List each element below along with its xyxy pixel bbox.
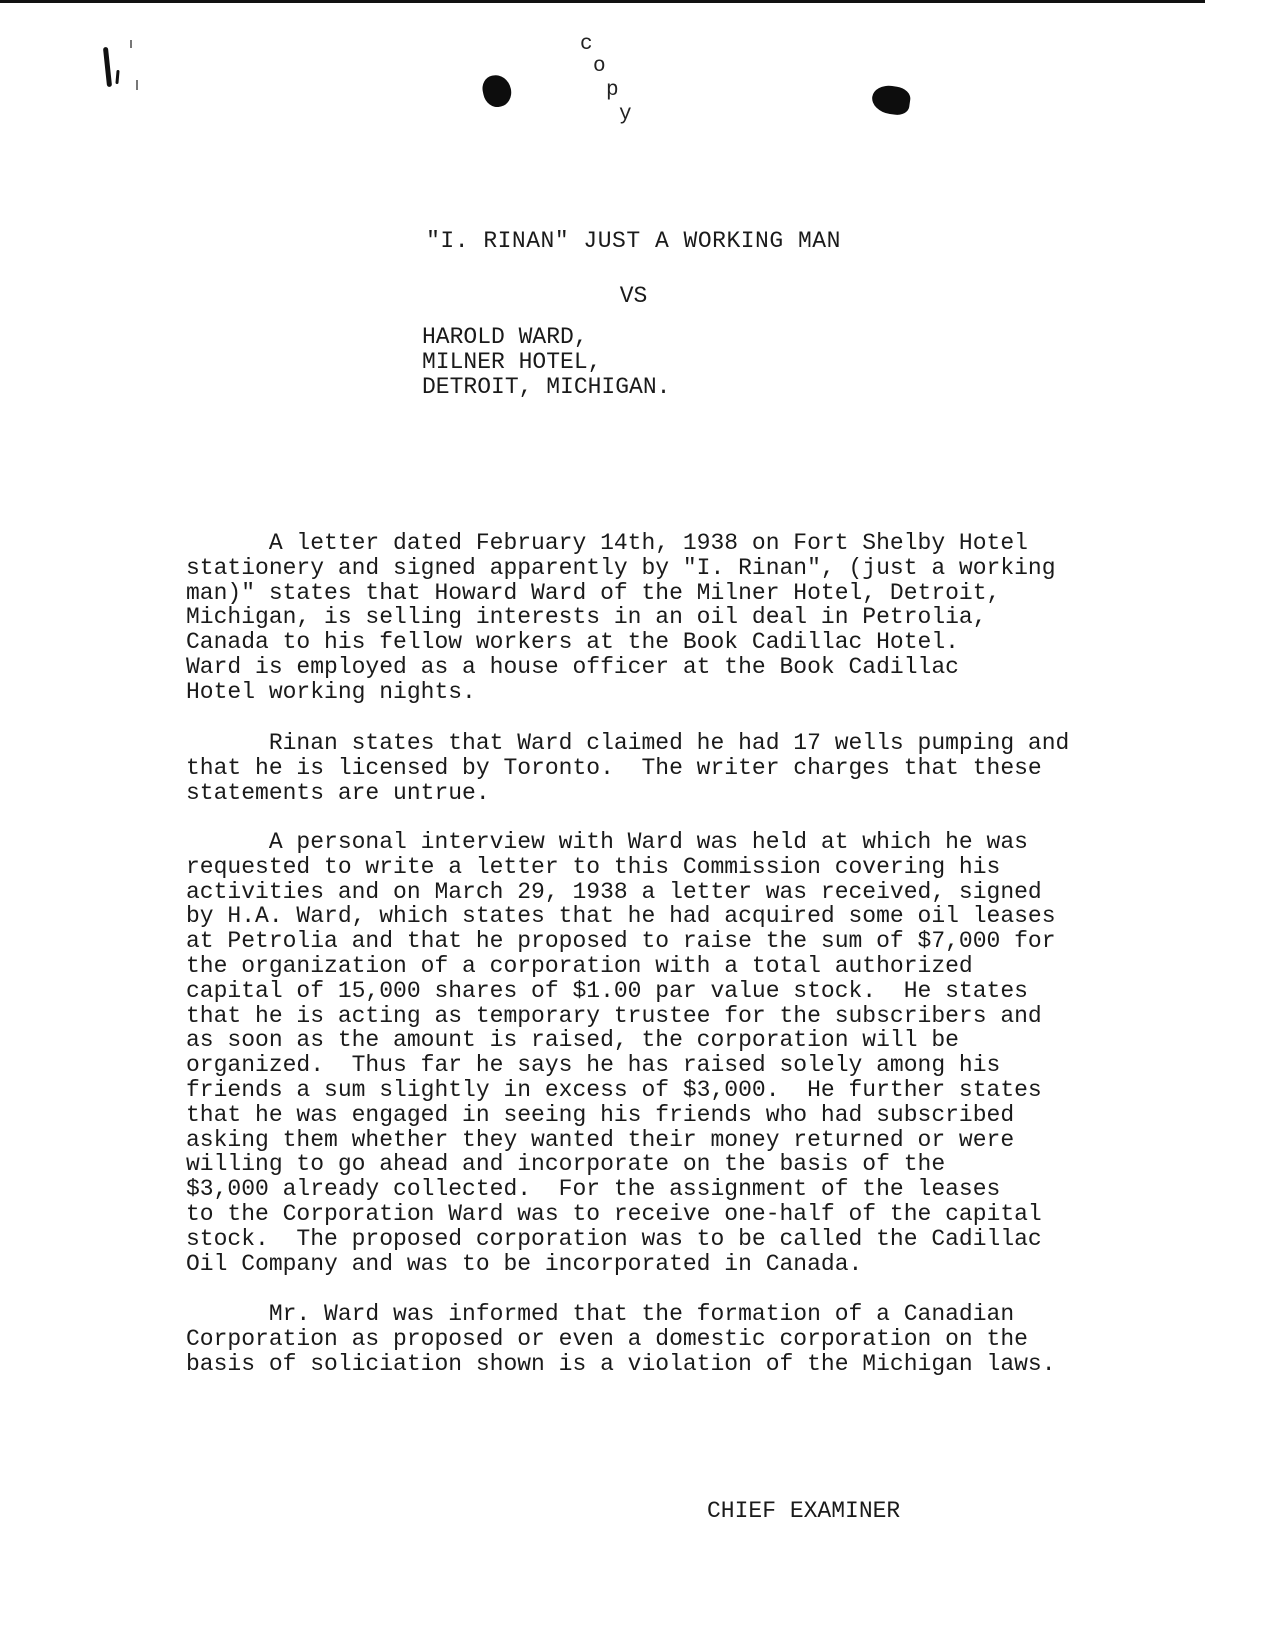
margin-pen-mark [136,80,138,90]
body-paragraph: Mr. Ward was informed that the formation of a Canadian Corporation as proposed or even a domestic corporation on the basis of soliciation shown is a violation of the Michigan laws. [186,1301,1056,1377]
versus-label: VS [619,283,648,309]
address-line: MILNER HOTEL, [422,349,602,375]
margin-pen-mark [115,70,119,84]
body-paragraph: A letter dated February 14th, 1938 on Fort Shelby Hotel stationery and signed apparently by "I. Rinan", (just a working man)" states that Howard Ward of the Milner Hotel, Detroit, Michigan, is selling interests in an oil deal in Petrolia, Canada to his fellow workers at the Book Cadillac Hotel. Ward is employed as a house officer at the Book Cadillac Hotel working nights. [186,530,1056,705]
punch-hole-mark [870,83,912,116]
copy-stamp-letter: c [580,33,593,56]
margin-pen-mark [103,47,112,87]
copy-stamp-letter: y [619,103,632,126]
respondent-address [422,325,670,400]
copy-stamp-letter: o [593,55,606,78]
address-line: HAROLD WARD, [422,324,588,350]
punch-hole-mark [480,72,514,109]
address-line: DETROIT, MICHIGAN. [422,374,671,400]
copy-stamp-letter: p [606,79,619,102]
signature-title: CHIEF EXAMINER [707,1498,901,1524]
page-top-edge [0,0,1205,3]
body-paragraph: A personal interview with Ward was held at which he was requested to write a letter to this Commission covering his activities and on March 29, 1938 a letter was received, signed by H.A. Ward, which states that he had acquired some oil leases at Petrolia and that he proposed to raise the sum of $7,000 for the organization of a corporation with a total authorized capital of 15,000 shares of $1.00 par value stock. He states that he is acting as temporary trustee for the subscribers and as soon as the amount is raised, the corporation will be organized. Thus far he says he has raised solely among his friends a sum slightly in excess of $3,000. He further states that he was engaged in seeing his friends who had subscribed asking them whether they wanted their money returned or were willing to go ahead and incorporate on the basis of the $3,000 already collected. For the assignment of the leases to the Corporation Ward was to receive one-half of the capital stock. The proposed corporation was to be called the Cadillac Oil Company and was to be incorporated in Canada. [186,829,1056,1277]
document-title: "I. RINAN" JUST A WORKING MAN [426,228,841,254]
body-paragraph: Rinan states that Ward claimed he had 17 wells pumping and that he is licensed by Toronto. The writer charges that these statements are untrue. [186,730,1070,806]
margin-pen-mark [130,40,132,48]
